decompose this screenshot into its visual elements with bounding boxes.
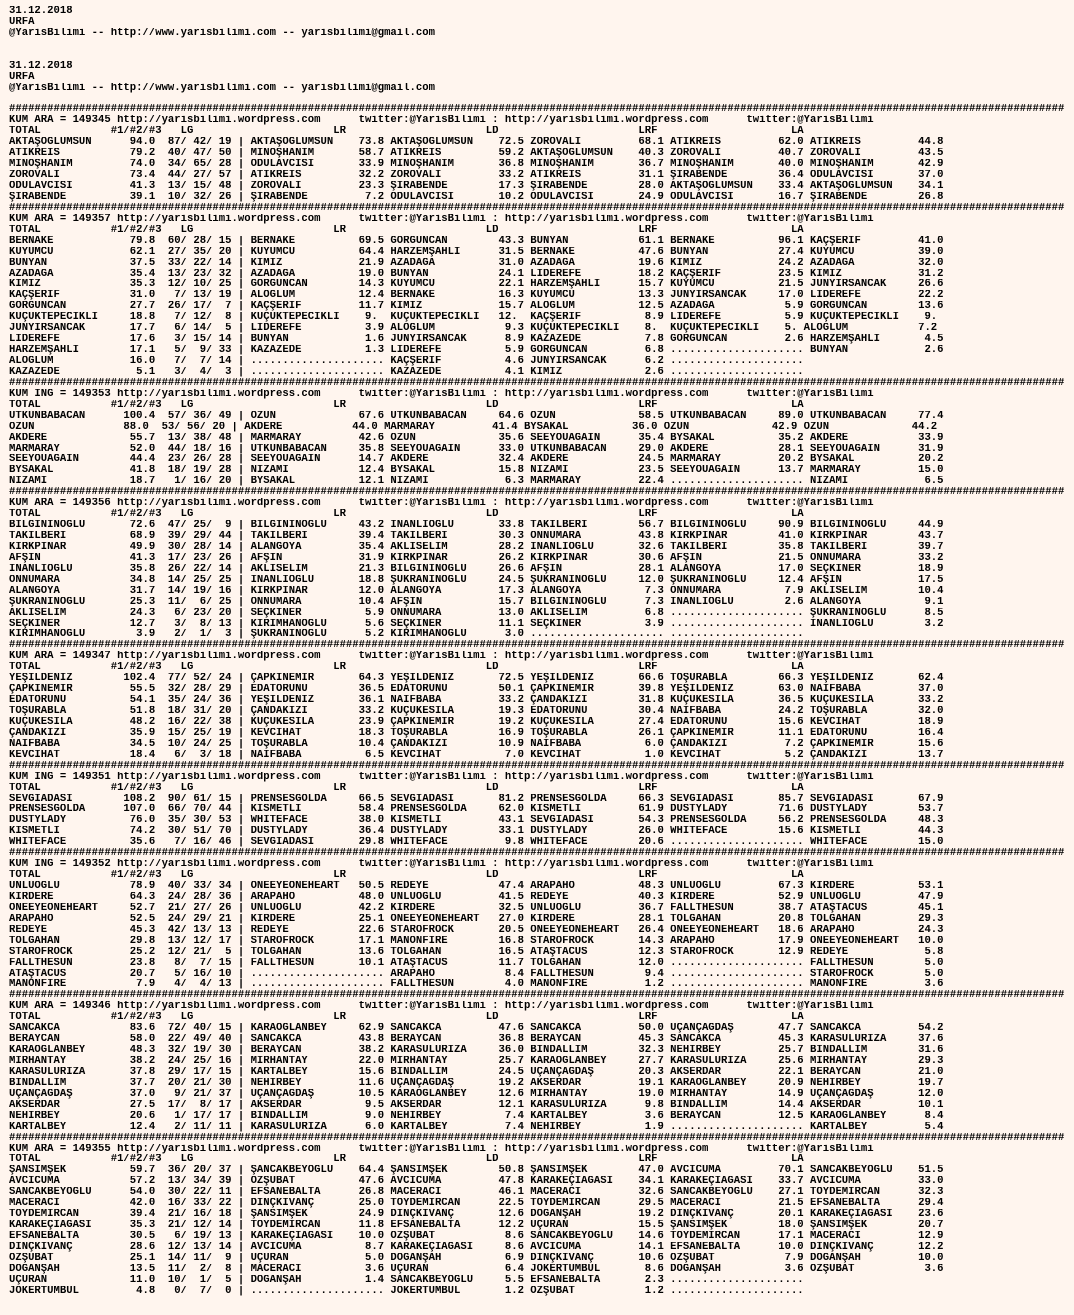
separator-line: ###################################################################################################################################################################### [9,202,1065,214]
table-row: YEŞİLDENİZ 102.4 77/ 52/ 24 | ÇAPKINEMİR 64.3 YEŞİLDENİZ 72.5 YEŞİLDENİZ 66.6 TOŞURABLA 66.3 YEŞİLDENİZ 62.4 [9,673,944,685]
table-row: GÖRGÜNCAN 27.7 26/ 17/ 7 | KAÇŞERİF 11.7 KIMIZ 15.7 ALOGLUM 12.5 AZADAĞA 5.9 GÖRGÜNCAN 13.6 [9,301,944,313]
table-row: AFŞİN 41.3 17/ 23/ 26 | AFŞİN 31.9 KIRKPINAR 26.2 KIRKPINAR 30.6 AFŞİN 21.5 ONNUMARA 33.2 [9,552,944,564]
column-header: TOTAL #1/#2/#3 LG LR LD LRF LA [9,662,804,674]
table-row: LİDEREFE 17.6 3/ 15/ 14 | BUNYAN 1.6 JUNYIRSANCAK 8.9 KAZAZEDE 7.8 GÖRGÜNCAN 2.6 HARZEMŞAHLI 4.5 [9,334,944,346]
table-row: ONEEYEONEHEART 52.7 21/ 27/ 26 | ÜNLÜOĞLU 42.2 KIRDERE 32.5 ÜNLÜOĞLU 36.7 FALLTHESUN 38.7 ATAŞTACUS 45.1 [9,902,944,914]
separator-line: ###################################################################################################################################################################### [9,848,1065,860]
table-row: KIRKPINAR 49.9 30/ 28/ 14 | ALANGOYA 35.4 AKLISELİM 28.2 İNANLIOĞLU 32.6 TAKILBERİ 35.8 TAKILBERİ 39.7 [9,541,944,553]
report-city-repeat: URFA [9,71,35,83]
table-row: MİRHANTAY 38.2 24/ 25/ 16 | MİRHANTAY 22.0 MİRHANTAY 25.7 KARAOĞLANBEY 27.7 KARASULURIZA 25.6 MİRHANTAY 29.3 [9,1056,944,1067]
table-row: ŞÜKRANINOĞLU 25.3 11/ 6/ 25 | ONNUMARA 10.4 AFŞİN 15.7 BİLGİNİNOĞLU 7.3 İNANLIOĞLU 2.6 ALANGOYA 9.1 [9,596,944,608]
separator-line: ###################################################################################################################################################################### [9,990,1065,1002]
table-row: ODULAVCISI 41.3 13/ 15/ 48 | ZOROVALI 23.3 ŞIRABENDE 17.3 ŞIRABENDE 28.0 AKTAŞOĞLUMSUN 33.4 AKTAŞOĞLUMSUN 34.1 [9,181,944,192]
table-row: SEVGİADASI 108.2 90/ 61/ 15 | PRENSESGOLDA 66.5 SEVGİADASI 81.2 PRENSESGOLDA 66.3 SEVGİADASI 85.7 SEVGİADASI 67.9 [9,793,944,805]
table-row: STAROFROCK 25.2 12/ 21/ 5 | TOLGAHAN 13.6 TOLGAHAN 16.5 ATAŞTACUS 12.3 STAROFROCK 12.9 REDEYE 5.8 [9,946,944,958]
table-row: HARZEMŞAHLI 17.1 5/ 9/ 33 | KAZAZEDE 1.3 LİDEREFE 5.9 GÖRGÜNCAN 6.8 ..................... BUNYAN 2.6 [9,345,944,356]
race-title: KUM ING = 149353 http://yarisbilimi.wordpress.com twitter:@YarisBilimi : http://yarisbilimi.wordpress.com twitter:@YarisBilimi [9,388,874,400]
table-row: DOĞANŞAH 13.5 11/ 2/ 8 | MACERACI 3.6 UÇURAN 6.4 JOKERTUMBUL 8.6 DOĞANŞAH 3.6 ÖZŞUBAT 3.6 [9,1263,944,1275]
race-block [9,848,1074,990]
table-row: KÜÇÜKTEPECİKLİ 18.8 7/ 12/ 8 | KÜÇÜKTEPECİKLİ 9. KÜÇÜKTEPECİKLİ 12. KAÇŞERİF 8.9 LİDEREFE 5.9 KÜÇÜKTEPECİKLİ 9. [9,312,938,324]
table-row: ALANGOYA 31.7 14/ 19/ 16 | KIRKPINAR 12.0 ALANGOYA 17.3 ALANGOYA 7.3 ONNUMARA 7.9 AKLISELİM 10.4 [9,585,944,597]
race-block [9,104,1074,202]
race-block [9,1133,1074,1297]
table-row: KARAKEÇİAĞASI 35.3 21/ 12/ 14 | TOYDEMİRCAN 11.8 EFSANEBALTA 12.2 UÇURAN 15.5 ŞANSIMŞEK 18.0 ŞANSIMŞEK 20.7 [9,1220,944,1231]
table-row: AKDERE 55.7 13/ 38/ 48 | MARMARAY 42.6 ÖZÜN 35.6 SEEYOUAGAIN 35.4 BYSAKAL 35.2 AKDERE 33.9 [9,432,944,444]
table-row: TOLGAHAN 29.8 13/ 12/ 17 | STAROFROCK 17.1 MANONFIRE 16.8 STAROFROCK 14.3 ARAPAHO 17.9 ONEEYEONEHEART 10.0 [9,935,944,947]
table-row: DİNÇKIVANÇ 28.6 12/ 13/ 14 | AVCICUMA 8.7 KARAKEÇİAĞASI 8.6 AVCICUMA 14.1 EFSANEBALTA 10.0 DİNÇKIVANÇ 12.2 [9,1241,944,1253]
table-row: NEHİRBEY 20.6 1/ 17/ 17 | BİNDALLIM 9.0 NEHİRBEY 7.4 KARTALBEY 3.6 BERAYCAN 12.5 KARAOĞLANBEY 8.4 [9,1110,944,1122]
table-row: PRENSESGOLDA 107.0 66/ 70/ 44 | KISMETLİ 58.4 PRENSESGOLDA 62.0 KISMETLİ 61.9 DUSTYLADY 71.6 DUSTYLADY 53.7 [9,804,944,816]
table-row: NİZAMİ 18.7 1/ 16/ 20 | BYSAKAL 12.1 NİZAMİ 6.3 MARMARAY 22.4 ..................... NİZAMİ 6.5 [9,476,944,488]
table-row: ŞIRABENDE 39.1 10/ 32/ 26 | ŞIRABENDE 7.2 ODULAVCISI 10.2 ODULAVCISI 24.9 ODULAVCISI 16.7 ŞIRABENDE 26.8 [9,191,944,203]
table-row: SEÇKİNER 12.7 3/ 8/ 13 | KIRIMHANOĞLU 5.6 SEÇKİNER 11.1 SEÇKİNER 3.9 ..................... İNANLIOĞLU 3.2 [9,618,944,630]
race-block [9,761,1074,849]
table-row: AZADAĞA 35.4 13/ 23/ 32 | AZADAĞA 19.0 BUNYAN 24.1 LİDEREFE 18.2 KAÇŞERİF 23.5 KIMIZ 31.2 [9,268,944,280]
table-row: KISMETLİ 74.2 30/ 51/ 70 | DUSTYLADY 36.4 DUSTYLADY 33.1 DUSTYLADY 26.0 WHITEFACE 15.6 KISMETLİ 44.3 [9,826,944,838]
separator-line: ###################################################################################################################################################################### [9,1132,1065,1144]
report-date-repeat: 31.12.2018 [9,60,73,72]
table-row: BİLGİNİNOĞLU 72.6 47/ 25/ 9 | BİLGİNİNOĞLU 43.2 İNANLIOĞLU 33.8 TAKILBERİ 56.7 BİLGİNİNOĞLU 90.9 BİLGİNİNOĞLU 44.9 [9,520,944,531]
spacer [9,50,1074,61]
table-row: ÇAPKINEMİR 55.5 32/ 28/ 29 | EDATORUNU 36.5 EDATORUNU 50.1 ÇAPKINEMİR 39.8 YEŞİLDENİZ 63.0 NAİFBABA 37.0 [9,684,944,696]
table-row: EDATORUNU 54.1 35/ 24/ 36 | YEŞİLDENİZ 36.1 NAİFBABA 33.2 ÇANDAKIZI 31.8 KÜÇÜKESİLA 36.5 KÜÇÜKESİLA 33.2 [9,695,944,706]
table-row: KUYUMCU 62.1 27/ 35/ 20 | KUYUMCU 64.4 HARZEMŞAHLI 31.5 BERNAKE 47.6 BUNYAN 27.4 KUYUMCU 39.0 [9,246,944,258]
table-row: MARMARAY 52.0 44/ 18/ 16 | UTKUNBABACAN 35.8 SEEYOUAGAIN 33.0 UTKUNBABACAN 29.0 AKDERE 28.1 SEEYOUAGAIN 31.9 [9,443,944,455]
table-row: ZOROVALI 73.4 44/ 27/ 57 | ATIKREİS 32.2 ZOROVALI 33.2 ATIKREİS 31.1 ŞIRABENDE 36.4 ODULAVCISI 37.0 [9,170,944,181]
table-row: BERNAKE 79.8 60/ 28/ 15 | BERNAKE 69.5 GÖRGÜNCAN 43.3 BUNYAN 61.1 BERNAKE 96.1 KAÇŞERİF 41.0 [9,235,944,247]
table-row: UTKUNBABACAN 100.4 57/ 36/ 49 | ÖZÜN 67.6 UTKUNBABACAN 64.6 ÖZÜN 58.5 UTKUNBABACAN 89.0 UTKUNBABACAN 77.4 [9,410,944,422]
table-row: AKLISELİM 24.3 6/ 23/ 20 | SEÇKİNER 5.9 ONNUMARA 13.0 AKLISELİM 6.8 ..................... ŞÜKRANINOĞLU 8.5 [9,607,944,619]
table-row: MACERACI 42.0 16/ 33/ 22 | DİNÇKIVANÇ 25.0 TOYDEMİRCAN 22.5 TOYDEMİRCAN 29.5 MACERACI 21.5 EFSANEBALTA 29.4 [9,1198,944,1210]
race-title: KUM ARA = 149357 http://yarisbilimi.wordpress.com twitter:@YarisBilimi : http://yarisbilimi.wordpress.com twitter:@YarisBilimi [9,213,874,225]
separator-line: ###################################################################################################################################################################### [9,104,1065,116]
table-row: ONNUMARA 34.8 14/ 25/ 25 | İNANLIOĞLU 18.8 ŞÜKRANINOĞLU 24.5 ŞÜKRANINOĞLU 12.0 ŞÜKRANINOĞLU 12.4 AFŞİN 17.5 [9,574,944,586]
table-row: KÜÇÜKESİLA 48.2 16/ 22/ 38 | KÜÇÜKESİLA 23.9 ÇAPKINEMİR 19.2 KÜÇÜKESİLA 27.4 EDATORUNU 15.6 KEVCİHAT 18.9 [9,716,944,728]
race-title: KUM ING = 149352 http://yarisbilimi.wordpress.com twitter:@YarisBilimi : http://yarisbilimi.wordpress.com twitter:@YarisBilimi [9,859,874,871]
race-title: KUM ARA = 149346 http://yarisbilimi.wordpress.com twitter:@YarisBilimi : http://yarisbilimi.wordpress.com twitter:@YarisBilimi [9,1001,874,1013]
table-row: JOKERTUMBUL 4.8 0/ 7/ 0 | ..................... JOKERTUMBUL 1.2 ÖZŞUBAT 1.2 ..................... [9,1285,804,1297]
report-city: URFA [9,16,35,28]
report-contact: @YarisBilimi -- http://www.yarisbilimi.com -- yarisbilimi@gmail.com [9,27,435,39]
report-contact-repeat: @YarisBilimi -- http://www.yarisbilimi.com -- yarisbilimi@gmail.com [9,82,435,94]
table-row: İNANLIOĞLU 35.8 26/ 22/ 14 | AKLISELİM 21.3 BİLGİNİNOĞLU 26.6 AFŞİN 28.1 ALANGOYA 17.0 SEÇKİNER 18.9 [9,563,944,575]
table-row: ŞANSIMŞEK 59.7 36/ 20/ 37 | ŞANCAKBEYOĞLU 64.4 ŞANSIMŞEK 50.8 ŞANSIMŞEK 47.0 AVCICUMA 70.1 SANCAKBEYOĞLU 51.5 [9,1165,944,1177]
table-row: EFSANEBALTA 30.5 6/ 19/ 13 | KARAKEÇİAĞASI 10.0 ÖZŞUBAT 8.6 SANCAKBEYOĞLU 14.6 TOYDEMİRCAN 17.1 MACERACI 12.9 [9,1231,944,1242]
table-row: BYSAKAL 41.8 18/ 19/ 28 | NİZAMİ 12.4 BYSAKAL 15.8 NİZAMİ 23.5 SEEYOUAGAIN 13.7 MARMARAY 15.0 [9,465,944,477]
race-block [9,487,1074,640]
table-row: SANCAKCA 83.6 72/ 40/ 15 | KARAOĞLANBEY 62.9 SANCAKCA 47.6 SANCAKCA 50.0 UÇANÇAĞDAŞ 47.7 SANCAKCA 54.2 [9,1023,944,1035]
table-row: KAZAZEDE 5.1 3/ 4/ 3 | ..................... KAZAZEDE 4.1 KIMIZ 2.6 ..................... [9,366,804,378]
column-header: TOTAL #1/#2/#3 LG LR LD LRF LA [9,399,804,411]
column-header: TOTAL #1/#2/#3 LG LR LD LRF LA [9,224,804,236]
table-row: AKSERDAR 27.5 17/ 8/ 17 | AKSERDAR 9.5 AKSERDAR 12.1 KARASULURIZA 9.8 BİNDALLIM 14.4 AKSERDAR 10.1 [9,1099,944,1111]
table-row: TOYDEMİRCAN 39.4 21/ 16/ 18 | ŞANSIMŞEK 24.9 DİNÇKIVANÇ 12.6 DOĞANŞAH 19.2 DİNÇKIVANÇ 20.1 KARAKEÇİAĞASI 23.6 [9,1209,944,1221]
race-title: KUM ARA = 149347 http://yarisbilimi.wordpress.com twitter:@YarisBilimi : http://yarisbilimi.wordpress.com twitter:@YarisBilimi [9,651,874,663]
table-row: MİNOŞHANIM 74.0 34/ 65/ 28 | ODULAVCISI 33.9 MİNOŞHANIM 36.8 MİNOŞHANIM 36.7 MİNOŞHANIM 40.0 MİNOŞHANIM 42.9 [9,159,944,171]
table-row: KARASULURIZA 37.8 29/ 17/ 15 | KARTALBEY 15.6 BİNDALLIM 24.5 UÇANÇAĞDAŞ 20.3 AKSERDAR 22.1 BERAYCAN 21.0 [9,1066,944,1078]
race-title: KUM ARA = 149356 http://yarisbilimi.wordpress.com twitter:@YarisBilimi : http://yarisbilimi.wordpress.com twitter:@YarisBilimi [9,498,874,510]
table-row: JUNYIRSANCAK 17.7 6/ 14/ 5 | LİDEREFE 3.9 ALOGLUM 9.3 KÜÇÜKTEPECİKLİ 8. KÜÇÜKTEPECİKLİ 5. ALOGLUM 7.2 [9,323,938,335]
race-block [9,203,1074,378]
separator-line: ###################################################################################################################################################################### [9,377,1065,389]
table-row: TAKILBERİ 68.9 39/ 29/ 44 | TAKILBERİ 39.4 TAKILBERİ 30.3 ONNUMARA 43.8 KIRKPINAR 41.0 KIRKPINAR 43.7 [9,531,944,542]
column-header: TOTAL #1/#2/#3 LG LR LD LRF LA [9,782,804,794]
table-row: TOŞURABLA 51.8 18/ 31/ 20 | ÇANDAKIZI 33.2 KÜÇÜKESİLA 19.3 EDATORUNU 30.4 NAİFBABA 24.2 TOŞURABLA 32.0 [9,706,944,717]
table-row: BİNDALLIM 37.7 20/ 21/ 30 | NEHİRBEY 11.6 UÇANÇAĞDAŞ 19.2 AKSERDAR 19.1 KARAOĞLANBEY 20.9 NEHİRBEY 19.7 [9,1077,944,1089]
table-row: ÖZŞUBAT 25.1 14/ 11/ 9 | UÇURAN 5.0 DOĞANŞAH 6.9 DİNÇKIVANÇ 10.6 ÖZŞUBAT 7.9 DOĞANŞAH 10.0 [9,1252,944,1264]
column-header: TOTAL #1/#2/#3 LG LR LD LRF LA [9,1012,804,1024]
table-row: UÇURAN 11.0 10/ 1/ 5 | DOĞANŞAH 1.4 SANCAKBEYOĞLU 5.5 EFSANEBALTA 2.3 ..................... [9,1274,804,1286]
table-row: ATAŞTACUS 20.7 5/ 16/ 10 | ..................... ARAPAHO 8.4 FALLTHESUN 9.4 ..................... STAROFROCK 5.0 [9,968,944,980]
table-row: ÖZÜN 88.0 53/ 56/ 20 | AKDERE 44.0 MARMARAY 41.4 BYSAKAL 36.0 ÖZÜN 42.9 ÖZÜN 44.2 [9,421,938,433]
table-row: KEVCİHAT 18.4 6/ 3/ 18 | NAİFBABA 6.5 KEVCİHAT 7.0 KEVCİHAT 1.0 KEVCİHAT 5.2 ÇANDAKIZI 13.7 [9,749,944,761]
race-block [9,378,1074,487]
race-title: KUM ARA = 149355 http://yarisbilimi.wordpress.com twitter:@YarisBilimi : http://yarisbilimi.wordpress.com twitter:@YarisBilimi [9,1143,874,1155]
table-row: ÇANDAKIZI 35.9 15/ 25/ 19 | KEVCİHAT 18.3 TOŞURABLA 16.9 TOŞURABLA 26.1 ÇAPKINEMİR 11.1 EDATORUNU 16.4 [9,727,944,739]
column-header: TOTAL #1/#2/#3 LG LR LD LRF LA [9,126,804,138]
column-header: TOTAL #1/#2/#3 LG LR LD LRF LA [9,1154,804,1166]
table-row: ARAPAHO 52.5 24/ 29/ 21 | KIRDERE 25.1 ONEEYEONEHEART 27.0 KIRDERE 28.1 TOLGAHAN 20.8 TOLGAHAN 29.3 [9,913,944,925]
race-block [9,990,1074,1132]
table-row: REDEYE 45.3 42/ 13/ 13 | REDEYE 22.6 STAROFROCK 20.5 ONEEYEONEHEART 26.4 ONEEYEONEHEART 18.6 ARAPAHO 24.3 [9,924,944,936]
table-row: UÇANÇAĞDAŞ 37.0 9/ 21/ 37 | UÇANÇAĞDAŞ 10.5 KARAOĞLANBEY 12.6 MİRHANTAY 19.0 MİRHANTAY 14.9 UÇANÇAĞDAŞ 12.0 [9,1088,944,1100]
race-block [9,640,1074,760]
report-date: 31.12.2018 [9,6,73,17]
race-title: KUM ING = 149351 http://yarisbilimi.wordpress.com twitter:@YarisBilimi : http://yarisbilimi.wordpress.com twitter:@YarisBilimi [9,771,874,783]
table-row: SEEYOUAGAIN 44.4 23/ 26/ 28 | SEEYOUAGAIN 14.7 AKDERE 32.4 AKDERE 24.5 MARMARAY 20.2 BYSAKAL 20.2 [9,454,944,466]
table-row: KARTALBEY 12.4 2/ 11/ 11 | KARASULURIZA 6.0 KARTALBEY 7.4 NEHİRBEY 1.9 ..................... KARTALBEY 5.4 [9,1121,944,1133]
table-row: KARAOĞLANBEY 48.3 32/ 19/ 30 | BERAYCAN 38.2 KARASULURIZA 36.0 BİNDALLIM 32.3 NEHİRBEY 25.7 BİNDALLIM 31.6 [9,1045,944,1056]
table-row: NAİFBABA 34.5 10/ 24/ 25 | TOŞURABLA 10.4 ÇANDAKIZI 10.9 NAİFBABA 6.0 ÇANDAKIZI 7.2 ÇAPKINEMİR 15.6 [9,738,944,750]
separator-line: ###################################################################################################################################################################### [9,760,1065,772]
table-row: AKTAŞOĞLUMSUN 94.0 87/ 42/ 19 | AKTAŞOĞLUMSUN 73.8 AKTAŞOĞLUMSUN 72.5 ZOROVALI 68.1 ATIKREİS 62.0 ATIKREİS 44.8 [9,137,944,149]
spacer [9,39,1074,50]
table-row: AVCICUMA 57.2 13/ 34/ 39 | ÖZŞUBAT 47.6 AVCICUMA 47.8 KARAKEÇİAĞASI 34.1 KARAKEÇİAĞASI 33.7 AVCICUMA 33.0 [9,1176,944,1188]
separator-line: ###################################################################################################################################################################### [9,640,1065,652]
table-row: DUSTYLADY 76.0 35/ 30/ 53 | WHITEFACE 38.0 KISMETLİ 43.1 SEVGİADASI 54.3 PRENSESGOLDA 56.2 PRENSESGOLDA 48.3 [9,815,944,827]
table-row: ALOGLUM 16.0 7/ 7/ 14 | ..................... KAÇŞERİF 4.6 JUNYIRSANCAK 6.2 ..................... [9,356,804,367]
table-row: KAÇŞERİF 31.0 7/ 13/ 19 | ALOGLUM 12.4 BERNAKE 16.3 KUYUMCU 13.3 JUNYIRSANCAK 17.0 LİDEREFE 22.2 [9,290,944,302]
race-list [9,104,1074,1296]
race-title: KUM ARA = 149345 http://yarisbilimi.wordpress.com twitter:@YarisBilimi : http://yarisbilimi.wordpress.com twitter:@YarisBilimi [9,115,874,127]
table-row: BUNYAN 37.5 33/ 22/ 14 | KIMIZ 21.9 AZADAĞA 31.0 AZADAĞA 19.6 KIMIZ 24.2 AZADAĞA 32.0 [9,257,944,269]
table-row: KIMIZ 35.3 12/ 10/ 25 | GÖRGÜNCAN 14.3 KUYUMCU 22.1 HARZEMŞAHLI 15.7 KUYUMCU 21.5 JUNYIRSANCAK 26.6 [9,279,944,291]
column-header: TOTAL #1/#2/#3 LG LR LD LRF LA [9,509,804,521]
table-row: MANONFIRE 7.9 4/ 4/ 13 | ..................... FALLTHESUN 4.0 MANONFIRE 1.2 ..................... MANONFIRE 3.6 [9,979,944,991]
table-row: BERAYCAN 58.0 22/ 49/ 40 | SANCAKCA 43.8 BERAYCAN 36.8 BERAYCAN 45.3 SANCAKCA 45.3 KARASULURIZA 37.6 [9,1034,944,1046]
table-row: ATIKREİS 79.2 40/ 47/ 50 | MİNOŞHANIM 58.7 ATIKREİS 59.2 AKTAŞOĞLUMSUN 40.3 ZOROVALI 40.7 ZOROVALI 43.5 [9,148,944,160]
table-row: KIRIMHANOĞLU 3.9 2/ 1/ 3 | ŞÜKRANINOĞLU 5.2 KIRIMHANOĞLU 3.0 ..................... ..................... [9,629,804,641]
column-header: TOTAL #1/#2/#3 LG LR LD LRF LA [9,870,804,881]
spacer [9,94,1074,105]
table-row: KIRDERE 64.3 24/ 28/ 36 | ARAPAHO 48.0 ÜNLÜOĞLU 41.5 REDEYE 40.3 KIRDERE 52.9 ÜNLÜOĞLU 47.9 [9,891,944,903]
table-row: ÜNLÜOĞLU 78.9 40/ 33/ 34 | ONEEYEONEHEART 50.5 REDEYE 47.4 ARAPAHO 48.3 ÜNLÜOĞLU 67.3 KIRDERE 53.1 [9,881,944,892]
table-row: SANCAKBEYOĞLU 54.0 30/ 22/ 11 | EFSANEBALTA 26.8 MACERACI 46.1 MACERACI 32.6 SANCAKBEYOĞLU 27.1 TOYDEMİRCAN 32.3 [9,1187,944,1199]
table-row: WHITEFACE 35.6 7/ 16/ 46 | SEVGİADASI 29.8 WHITEFACE 9.8 WHITEFACE 20.6 ..................... WHITEFACE 15.0 [9,837,944,849]
separator-line: ###################################################################################################################################################################### [9,487,1065,499]
table-row: FALLTHESUN 23.8 8/ 7/ 15 | FALLTHESUN 10.1 ATAŞTACUS 11.7 TOLGAHAN 12.0 ..................... FALLTHESUN 5.0 [9,957,944,969]
